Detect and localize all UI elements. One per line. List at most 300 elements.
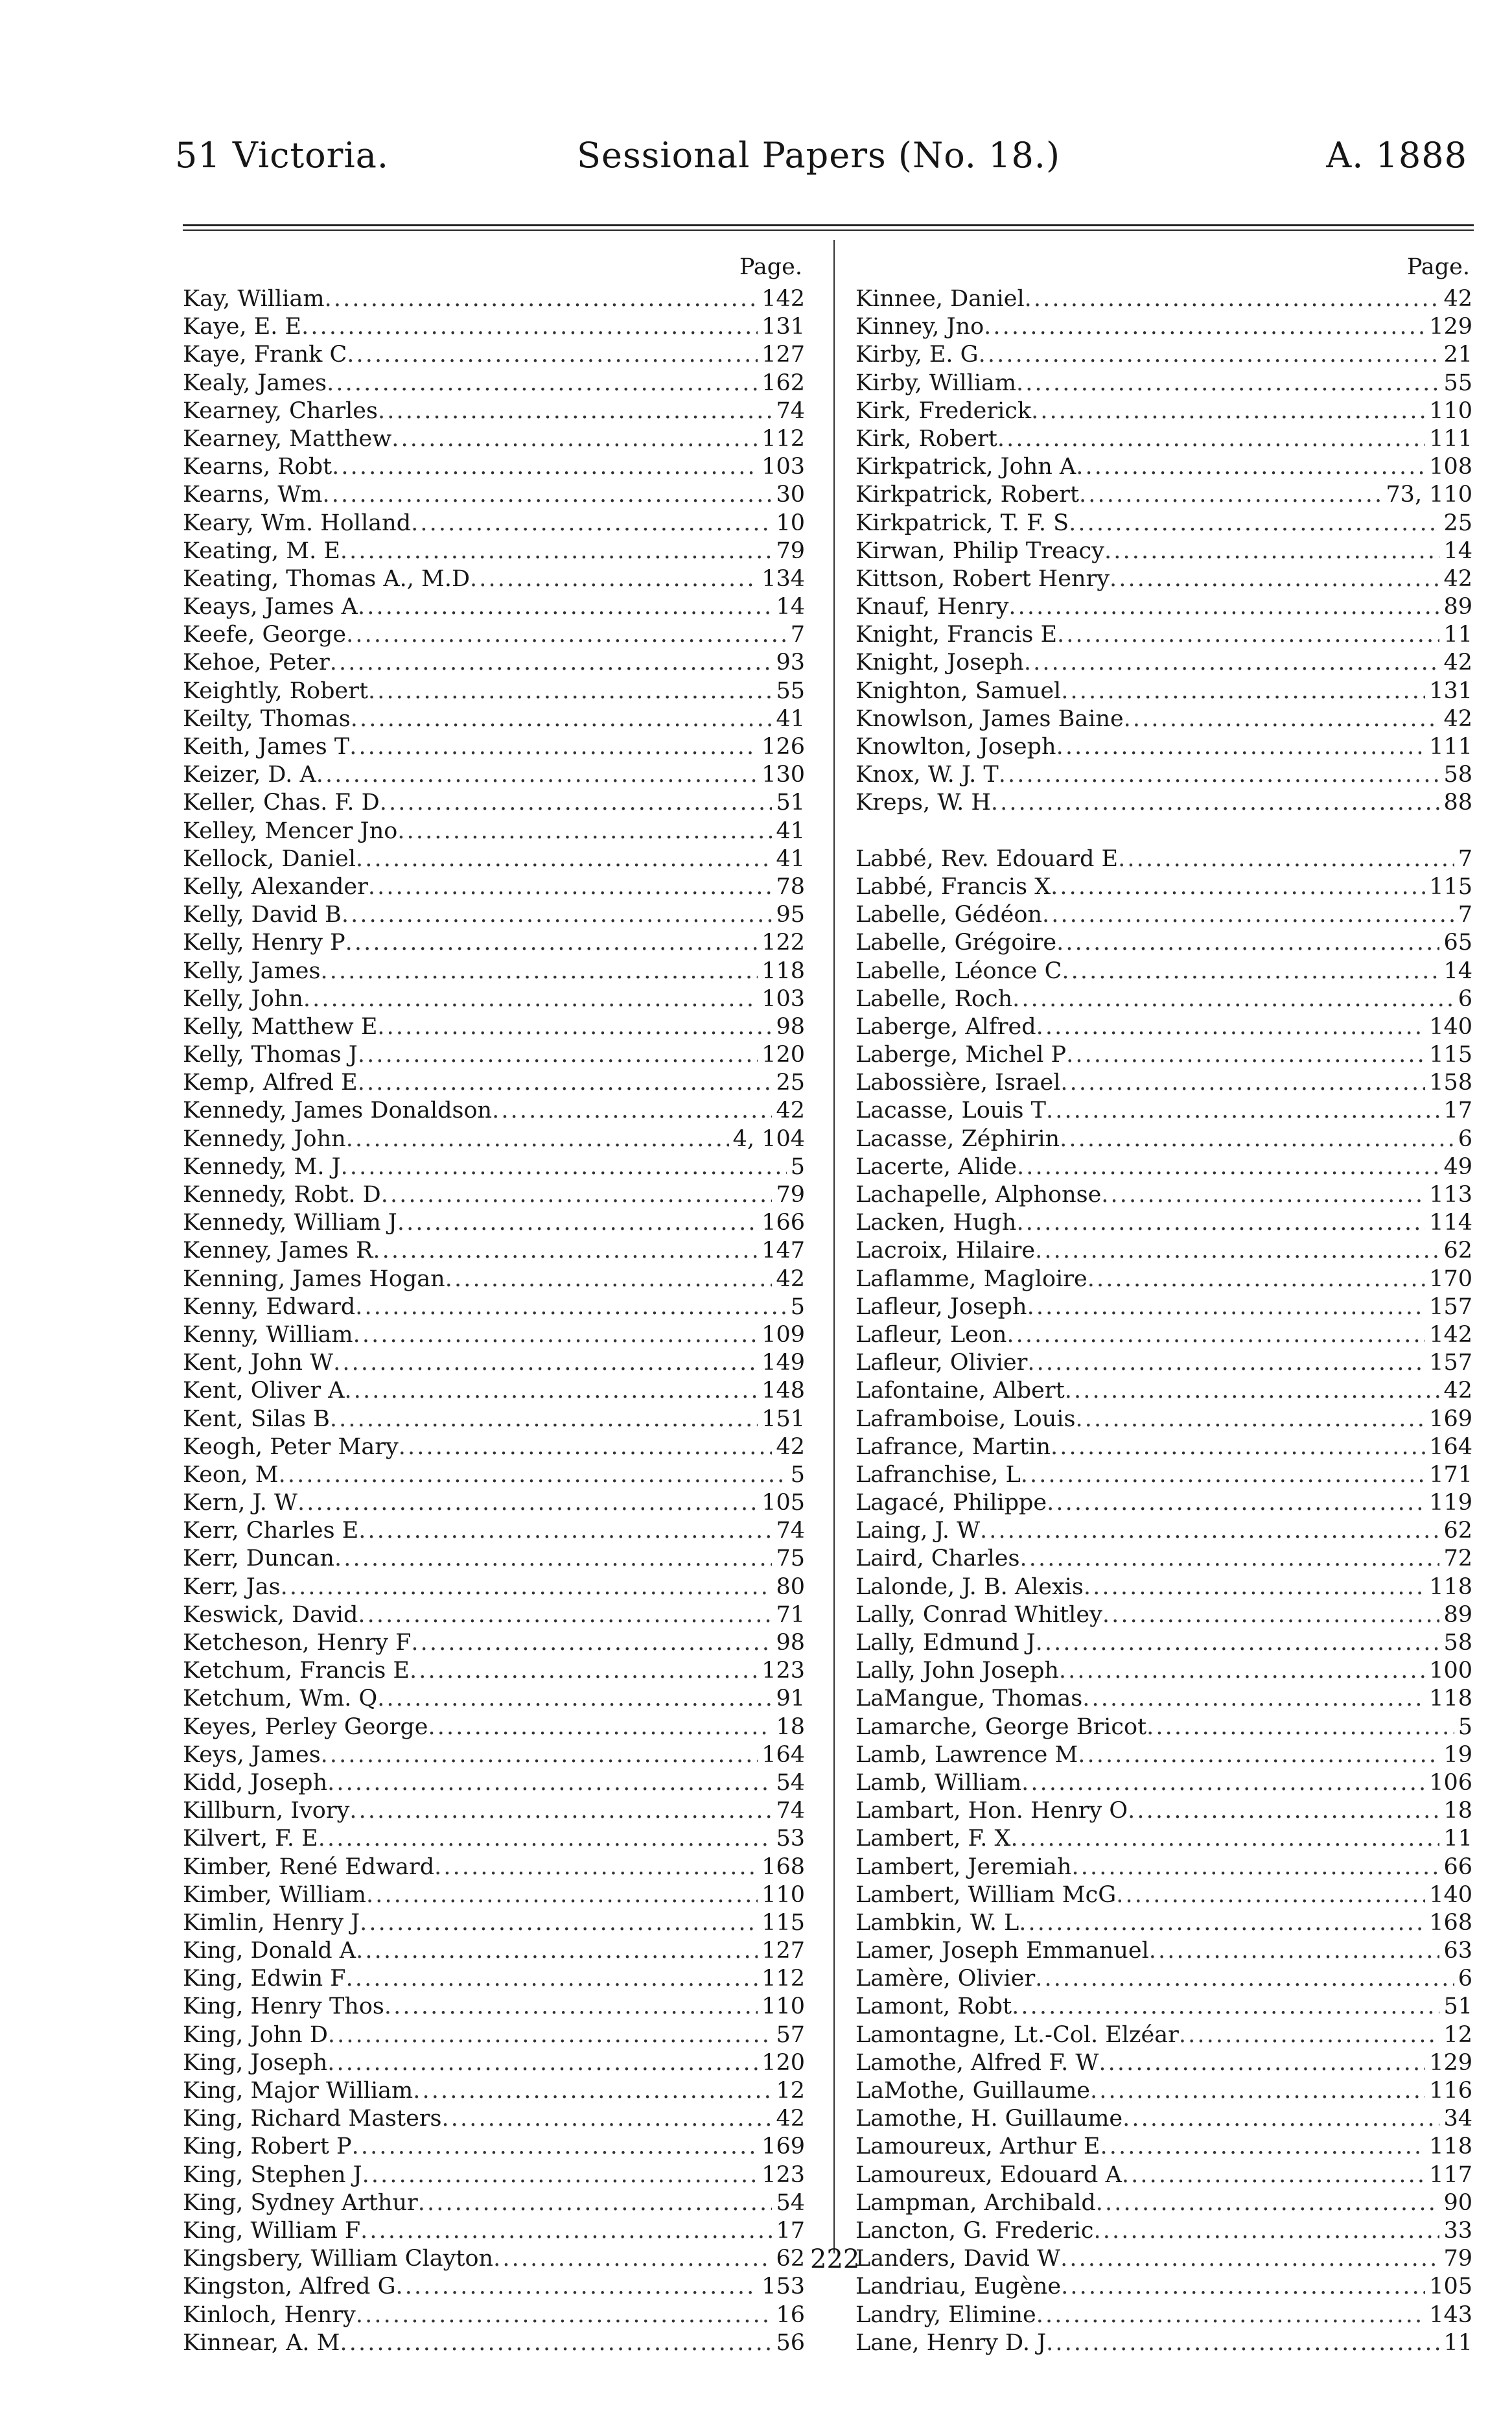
entry-name: Killburn, Ivory (183, 1798, 350, 1824)
dot-leader (368, 677, 772, 705)
dot-leader (318, 1825, 773, 1853)
entry-name: Lafleur, Leon (855, 1321, 1007, 1348)
dot-leader (1094, 2217, 1440, 2245)
dot-leader (1060, 1069, 1425, 1097)
entry-name: Labelle, Gédéon (855, 902, 1042, 928)
index-entry (183, 1461, 805, 1489)
dot-leader (1012, 1993, 1439, 2021)
entry-page: 142 (1429, 1321, 1472, 1348)
entry-page: 33 (1443, 2217, 1472, 2244)
entry-name: Kelly, Matthew E (183, 1013, 378, 1040)
dot-leader (1060, 1125, 1454, 1153)
entry-name: Lagacé, Philippe (855, 1490, 1047, 1516)
entry-name: Kearns, Wm (183, 482, 323, 508)
entry-name: Kelly, Thomas J (183, 1042, 358, 1068)
entry-page: 169 (762, 2134, 805, 2160)
dot-leader (1062, 958, 1439, 985)
entry-name: Lally, Edmund J (855, 1630, 1036, 1656)
dot-leader (279, 1461, 787, 1489)
index-entry (183, 1069, 805, 1097)
entry-name: Kelly, James (183, 958, 321, 984)
index-entry (183, 621, 805, 649)
entry-page: 127 (762, 342, 805, 368)
index-entry (855, 397, 1472, 425)
index-entry (855, 1349, 1472, 1377)
index-entry (183, 481, 805, 509)
dot-leader (1016, 370, 1439, 397)
index-entry (183, 285, 805, 313)
entry-name: Lamb, William (855, 1769, 1022, 1796)
index-entry (855, 1489, 1472, 1517)
index-entry (855, 1853, 1472, 1881)
index-entry (183, 1125, 805, 1153)
index-entry (855, 1545, 1472, 1573)
entry-name: Lamoureux, Arthur E (855, 2134, 1100, 2160)
dot-leader (1051, 873, 1425, 901)
entry-page: 42 (1443, 286, 1472, 312)
entry-name: Kirkpatrick, Robert (855, 482, 1079, 508)
dot-leader (356, 2301, 773, 2329)
entry-name: Lafontaine, Albert (855, 1378, 1065, 1404)
index-entry (183, 537, 805, 565)
index-entry (183, 2077, 805, 2105)
dot-leader (1019, 1545, 1439, 1573)
index-entry (183, 789, 805, 817)
entry-page: 119 (1429, 1490, 1472, 1516)
dot-leader (1075, 1405, 1425, 1433)
entry-name: Labossière, Israel (855, 1070, 1061, 1096)
index-entry (183, 2217, 805, 2245)
entry-name: King, Henry Thos (183, 1993, 384, 2020)
entry-name: Keogh, Peter Mary (183, 1433, 399, 1460)
index-entry (855, 621, 1472, 649)
entry-page: 126 (762, 734, 805, 760)
entry-page: 21 (1443, 342, 1472, 368)
index-entry (855, 1825, 1472, 1853)
entry-page: 74 (776, 397, 805, 424)
entry-name: Kearney, Matthew (183, 425, 392, 452)
index-entry (855, 1321, 1472, 1349)
index-entry (855, 929, 1472, 957)
page-column-label: Page. (739, 254, 802, 280)
dot-leader (493, 2245, 772, 2273)
entry-page: 147 (762, 1238, 805, 1264)
index-entry (855, 1657, 1472, 1685)
entry-page: 17 (776, 2217, 805, 2244)
entry-name: Lambert, Jeremiah (855, 1853, 1072, 1880)
dot-leader (1056, 929, 1439, 957)
entry-page: 6 (1458, 1966, 1472, 1992)
entry-page: 95 (776, 902, 805, 928)
index-entry (855, 2189, 1472, 2217)
entry-page: 88 (1443, 790, 1472, 816)
entry-page: 162 (762, 370, 805, 396)
dot-leader (381, 1181, 773, 1209)
dot-leader (334, 1545, 773, 1573)
entry-name: Kelly, Henry P (183, 930, 345, 956)
entry-name: Kerr, Duncan (183, 1546, 334, 1572)
entry-page: 12 (1443, 2021, 1472, 2048)
index-entry (183, 2329, 805, 2357)
dot-leader (1057, 621, 1439, 649)
dot-leader (316, 761, 758, 789)
entry-page: 170 (1429, 1265, 1472, 1292)
entry-name: Kennedy, William J (183, 1210, 397, 1236)
index-entry (183, 2189, 805, 2217)
dot-leader (333, 1349, 758, 1377)
index-entry (855, 789, 1472, 817)
dot-leader (434, 1853, 758, 1881)
index-entry (183, 370, 805, 397)
dot-leader (373, 1237, 758, 1265)
entry-page: 73, 110 (1386, 482, 1472, 508)
index-entry (855, 1293, 1472, 1321)
entry-page: 117 (1429, 2161, 1472, 2188)
entry-page: 11 (1443, 2329, 1472, 2356)
dot-leader (396, 2273, 758, 2301)
dot-leader (442, 2105, 773, 2133)
entry-name: Kerr, Charles E (183, 1518, 359, 1544)
entry-name: Kennedy, James Donaldson (183, 1098, 493, 1124)
entry-name: Lambkin, W. L (855, 1909, 1019, 1936)
dot-leader (1046, 1097, 1440, 1125)
entry-page: 80 (776, 1573, 805, 1600)
entry-name: Laberge, Alfred (855, 1013, 1036, 1040)
entry-name: Kellock, Daniel (183, 845, 356, 872)
index-entry (183, 593, 805, 621)
page-number: 222 (810, 2244, 860, 2274)
entry-page: 66 (1443, 1853, 1472, 1880)
index-entry (183, 1853, 805, 1881)
dot-leader (399, 1433, 773, 1461)
dot-leader (344, 1377, 758, 1405)
index-entry (183, 1377, 805, 1405)
entry-page: 25 (1443, 510, 1472, 536)
entry-name: Labbé, Francis X (855, 873, 1051, 900)
index-entry (183, 2273, 805, 2301)
dot-leader (1025, 285, 1440, 313)
dot-leader (991, 789, 1440, 817)
entry-name: King, William F (183, 2217, 361, 2244)
index-entry (855, 2217, 1472, 2245)
entry-name: Knight, Joseph (855, 650, 1024, 676)
entry-name: Lacasse, Louis T (855, 1098, 1046, 1124)
entry-page: 140 (1429, 1881, 1472, 1908)
entry-page: 58 (1443, 1630, 1472, 1656)
index-entry (855, 1377, 1472, 1405)
dot-leader (1069, 510, 1439, 537)
entry-page: 7 (1458, 902, 1472, 928)
entry-page: 42 (1443, 705, 1472, 732)
index-entry (183, 510, 805, 537)
index-entry (183, 1405, 805, 1433)
entry-page: 130 (762, 762, 805, 788)
entry-name: Laing, J. W (855, 1518, 981, 1544)
index-entry (855, 341, 1472, 369)
index-entry (855, 845, 1472, 873)
index-entry (855, 1153, 1472, 1181)
entry-page: 54 (776, 1769, 805, 1796)
entry-page: 166 (762, 1210, 805, 1236)
dot-leader (340, 537, 773, 565)
index-entry (855, 1741, 1472, 1769)
entry-name: Kennedy, M. J (183, 1153, 341, 1180)
index-entry (855, 510, 1472, 537)
index-entry (855, 1881, 1472, 1909)
dot-leader (1065, 1377, 1440, 1405)
index-entry (855, 370, 1472, 397)
entry-page: 118 (1429, 2134, 1472, 2160)
dot-leader (355, 1293, 786, 1321)
entry-page: 10 (776, 510, 805, 536)
index-entry (855, 705, 1472, 733)
entry-name: Lachapelle, Alphonse (855, 1182, 1102, 1208)
entry-page: 115 (1429, 873, 1472, 900)
page-column-label: Page. (1406, 254, 1470, 280)
index-entry (183, 1825, 805, 1853)
entry-name: Kelly, Alexander (183, 873, 368, 900)
index-entry (183, 958, 805, 985)
entry-page: 7 (1458, 845, 1472, 872)
entry-page: 89 (1443, 594, 1472, 620)
entry-name: Keizer, D. A (183, 762, 316, 788)
entry-page: 153 (762, 2274, 805, 2300)
dot-leader (347, 341, 758, 369)
entry-page: 111 (1429, 425, 1472, 452)
entry-name: Kent, Silas B (183, 1405, 330, 1432)
dot-leader (470, 565, 758, 593)
entry-page: 112 (762, 1966, 805, 1992)
entry-name: King, Edwin F (183, 1966, 346, 1992)
index-entry (855, 1965, 1472, 1993)
dot-leader (1122, 2105, 1439, 2133)
entry-page: 51 (1443, 1993, 1472, 2020)
entry-page: 18 (1443, 1798, 1472, 1824)
dot-leader (1096, 2189, 1440, 2217)
entry-page: 115 (762, 1909, 805, 1936)
index-entry (183, 1237, 805, 1265)
entry-page: 55 (1443, 370, 1472, 396)
entry-name: Keary, Wm. Holland (183, 510, 412, 536)
index-entry (855, 1013, 1472, 1041)
index-entry (855, 1629, 1472, 1657)
entry-page: 129 (1429, 314, 1472, 340)
dot-leader (1079, 481, 1382, 509)
entry-page: 171 (1429, 1461, 1472, 1488)
dot-leader (1027, 1349, 1425, 1377)
dot-leader (346, 1965, 758, 1993)
dot-leader (1146, 1713, 1454, 1741)
dot-leader (384, 1993, 758, 2021)
entry-name: Lacken, Hugh (855, 1210, 1017, 1236)
dot-leader (1046, 2329, 1439, 2357)
index-entry (183, 1013, 805, 1041)
index-entry (855, 2161, 1472, 2189)
index-entry (855, 481, 1472, 509)
dot-leader (346, 1125, 729, 1153)
entry-name: Lamothe, Alfred F. W (855, 2049, 1099, 2076)
entry-page: 89 (1443, 1601, 1472, 1628)
index-entry (183, 2161, 805, 2189)
dot-leader (1047, 1489, 1425, 1517)
dot-leader (1019, 1909, 1425, 1937)
entry-page: 122 (762, 930, 805, 956)
entry-page: 134 (762, 565, 805, 592)
entry-page: 71 (776, 1601, 805, 1628)
index-entry (855, 2021, 1472, 2049)
entry-name: Lamb, Lawrence M (855, 1741, 1078, 1768)
index-entry (183, 313, 805, 341)
entry-page: 93 (776, 650, 805, 676)
dot-leader (1016, 1209, 1425, 1237)
index-entry (855, 1433, 1472, 1461)
entry-page: 42 (776, 1433, 805, 1460)
entry-page: 140 (1429, 1013, 1472, 1040)
entry-name: Lambert, F. X (855, 1826, 1011, 1852)
index-entry (855, 733, 1472, 761)
dot-leader (301, 313, 758, 341)
dot-leader (997, 425, 1425, 453)
entry-name: Keating, Thomas A., M.D (183, 565, 471, 592)
entry-page: 5 (790, 1293, 805, 1320)
entry-name: Kenny, William (183, 1321, 353, 1348)
entry-name: Kirk, Frederick (855, 397, 1032, 424)
column-divider (833, 240, 835, 2253)
entry-name: Kirkpatrick, T. F. S (855, 510, 1069, 536)
entry-page: 41 (776, 845, 805, 872)
index-entry (183, 1797, 805, 1825)
index-entry (183, 1433, 805, 1461)
dot-leader (1082, 1685, 1425, 1713)
index-entry (855, 2273, 1472, 2301)
dot-leader (330, 649, 773, 677)
index-entry (183, 1153, 805, 1181)
entry-name: Kimber, William (183, 1881, 366, 1908)
entry-name: Lamoureux, Edouard A (855, 2161, 1122, 2188)
entry-name: Lampman, Archibald (855, 2189, 1096, 2216)
entry-name: Kidd, Joseph (183, 1769, 328, 1796)
index-entry (183, 2301, 805, 2329)
entry-name: Kay, William (183, 286, 325, 312)
index-entry (855, 1237, 1472, 1265)
index-entry (183, 677, 805, 705)
dot-leader (342, 901, 773, 929)
index-entry (855, 313, 1472, 341)
entry-name: Laird, Charles (855, 1546, 1020, 1572)
entry-page: 106 (1429, 1769, 1472, 1796)
index-entry (855, 453, 1472, 481)
entry-name: Kemp, Alfred E (183, 1070, 358, 1096)
entry-page: 55 (776, 677, 805, 704)
dot-leader (303, 985, 758, 1013)
entry-name: Kennedy, Robt. D (183, 1182, 381, 1208)
index-entry (183, 1293, 805, 1321)
entry-name: Lamont, Robt (855, 1993, 1012, 2020)
index-entry (183, 2133, 805, 2161)
dot-leader (352, 2133, 758, 2161)
entry-page: 75 (776, 1546, 805, 1572)
entry-name: Kent, Oliver A (183, 1378, 345, 1404)
entry-name: Lacasse, Zéphirin (855, 1125, 1060, 1152)
dot-leader (356, 1937, 758, 1965)
index-entry (855, 2133, 1472, 2161)
entry-name: King, Major William (183, 2078, 413, 2104)
index-entry (855, 985, 1472, 1013)
entry-page: 98 (776, 1013, 805, 1040)
dot-leader (360, 2217, 772, 2245)
entry-name: Lalonde, J. B. Alexis (855, 1573, 1084, 1600)
entry-page: 118 (762, 958, 805, 984)
entry-page: 42 (1443, 565, 1472, 592)
index-entry (855, 958, 1472, 985)
index-entry (183, 1657, 805, 1685)
entry-name: Kinnee, Daniel (855, 286, 1025, 312)
entry-page: 157 (1429, 1293, 1472, 1320)
entry-name: Kelley, Mencer Jno (183, 817, 398, 844)
entry-page: 120 (762, 1042, 805, 1068)
index-entry (855, 537, 1472, 565)
entry-name: Kenney, James R (183, 1238, 373, 1264)
index-entry (855, 425, 1472, 453)
index-column-right (855, 254, 1472, 2357)
entry-name: Kirby, E. G (855, 342, 979, 368)
entry-name: Labbé, Rev. Edouard E (855, 845, 1119, 872)
entry-page: 53 (776, 1826, 805, 1852)
entry-name: Laberge, Michel P (855, 1042, 1067, 1068)
entry-page: 72 (1443, 1546, 1472, 1572)
dot-leader (1076, 453, 1425, 481)
entry-page: 158 (1429, 1070, 1472, 1096)
entry-name: Lafranchise, L (855, 1461, 1021, 1488)
entry-name: Kinnear, A. M (183, 2329, 340, 2356)
entry-name: Landry, Elimine (855, 2301, 1036, 2328)
dot-leader (418, 2189, 773, 2217)
dot-leader (1021, 1461, 1425, 1489)
entry-page: 12 (776, 2078, 805, 2104)
entry-page: 168 (1429, 1909, 1472, 1936)
index-entry (183, 1741, 805, 1769)
dot-leader (410, 1657, 758, 1685)
dot-leader (1061, 2273, 1425, 2301)
index-column-left (183, 254, 805, 2357)
dot-leader (353, 1321, 758, 1349)
entry-name: Kinloch, Henry (183, 2301, 356, 2328)
entry-page: 7 (790, 622, 805, 648)
entry-page: 62 (776, 2246, 805, 2272)
section-gap (855, 817, 1472, 845)
dot-leader (1012, 985, 1454, 1013)
entry-name: Kirby, William (855, 370, 1017, 396)
index-entry (183, 901, 805, 929)
dot-leader (346, 621, 787, 649)
index-entry (183, 929, 805, 957)
entry-name: LaMothe, Guillaume (855, 2078, 1090, 2104)
dot-leader (349, 733, 758, 761)
index-entry (183, 1965, 805, 1993)
entry-name: Kimber, René Edward (183, 1853, 435, 1880)
entry-page: 78 (776, 873, 805, 900)
index-entry (855, 2245, 1472, 2273)
entry-name: Lambart, Hon. Henry O (855, 1798, 1128, 1824)
dot-leader (328, 2021, 773, 2049)
index-entry (855, 1517, 1472, 1545)
index-entry (183, 1489, 805, 1517)
entry-name: Keys, James (183, 1741, 321, 1768)
entry-name: Kinney, Jno (855, 314, 984, 340)
dot-leader (378, 397, 773, 425)
entry-name: Keightly, Robert (183, 677, 369, 704)
entry-page: 123 (762, 1658, 805, 1684)
